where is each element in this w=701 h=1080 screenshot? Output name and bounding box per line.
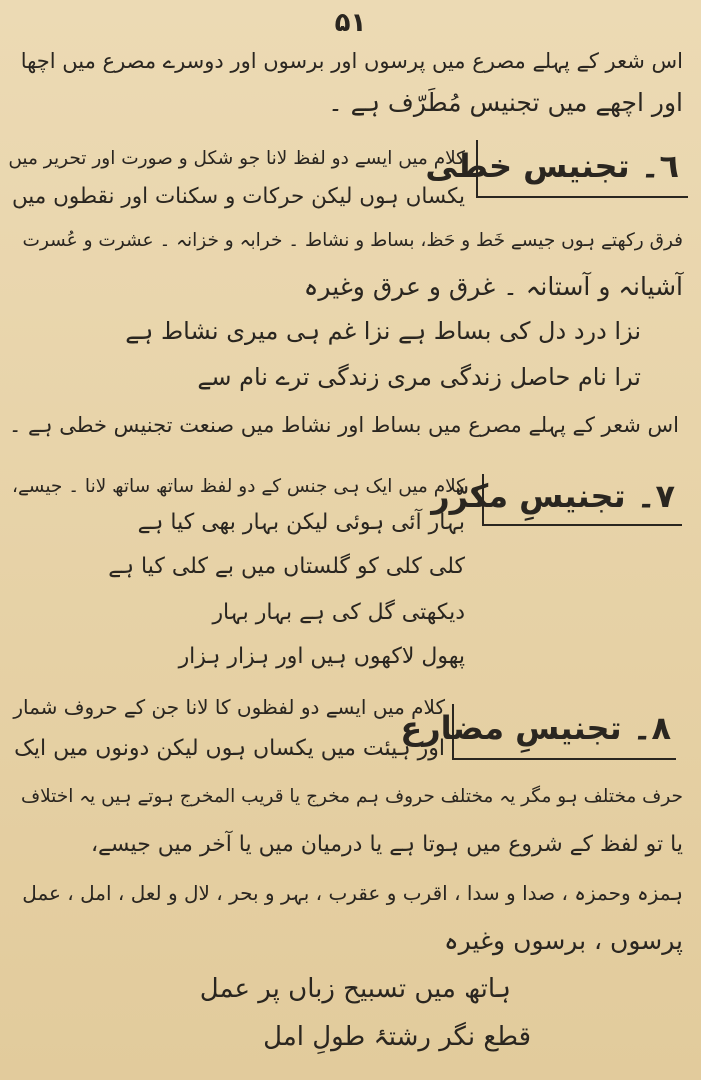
text-line: کلام میں ایسے دو لفظ لانا جو شکل و صورت اور تحریر میں [8,148,465,169]
text-line: اور ہیئت میں یکساں ہوں لیکن دونوں میں ایک [14,736,445,761]
text-line: کلام میں ایک ہی جنس کے دو لفظ ساتھ ساتھ لانا ۔ جیسے، [12,476,465,497]
text-line: آشیانہ و آستانہ ۔ غرق و عرق وغیرہ [303,272,683,301]
verse-line: کلی کلی کو گلستاں میں بے کلی کیا ہے [108,554,465,579]
text-line: ہمزہ وحمزہ ، صدا و سدا ، اقرب و عقرب ، بہر و بحر ، لال و لعل ، امل ، عمل [22,881,683,905]
text-line: کلام میں ایسے دو لفظوں کا لانا جن کے حروف شمار [13,695,445,719]
section-heading: ٧۔ تجنیسِ مکرّر [431,477,675,515]
section-heading: ٦۔ تجنیس خطی [425,147,679,185]
text-line: حرف مختلف ہو مگر یہ مختلف حروف ہم مخرج یا قریب المخرج ہوتے ہیں یہ اختلاف [20,786,683,807]
section-heading: ٨۔ تجنیسِ مضارع [400,709,671,747]
text-line: یا تو لفظ کے شروع میں ہوتا ہے یا درمیان میں یا آخر میں جیسے، [90,832,683,857]
verse-line: ہاتھ میں تسبیح زباں پر عمل [199,974,511,1004]
page-number: ۵۱ [334,8,367,38]
verse-line: قطع نگر رشتۂ طولِ امل [263,1022,531,1052]
text-line: اس شعر کے پہلے مصرع میں بساط اور نشاط میں صنعت تجنیس خطی ہے ۔ [9,413,679,437]
text-line: فرق رکھتے ہوں جیسے خَط و حَظ، بساط و نشاط ۔ خرابہ و خزانہ ۔ عشرت و عُسرت [22,230,683,251]
text-line: پرسوں ، برسوں وغیرہ [444,926,683,955]
verse-line: پھول لاکھوں ہیں اور ہزار ہزار [178,644,465,669]
verse-line: نزا درد دل کی بساط ہے نزا غم ہی میری نشاط ہے [125,317,641,345]
verse-line: ترا نام حاصل زندگی مری زندگی ترے نام سے [197,363,641,391]
text-line: اور اچھے میں تجنیس مُطَرّف ہے ۔ [328,88,683,117]
text-line: اس شعر کے پہلے مصرع میں پرسوں اور برسوں اور دوسرے مصرع میں اچھا [20,49,683,73]
verse-line: بہار آئی ہوئی لیکن بہار بھی کیا ہے [137,510,465,535]
verse-line: دیکھتی گل کی ہے بہار بہار [212,600,465,625]
text-line: یکساں ہوں لیکن حرکات و سکنات اور نقطوں میں [11,184,465,209]
